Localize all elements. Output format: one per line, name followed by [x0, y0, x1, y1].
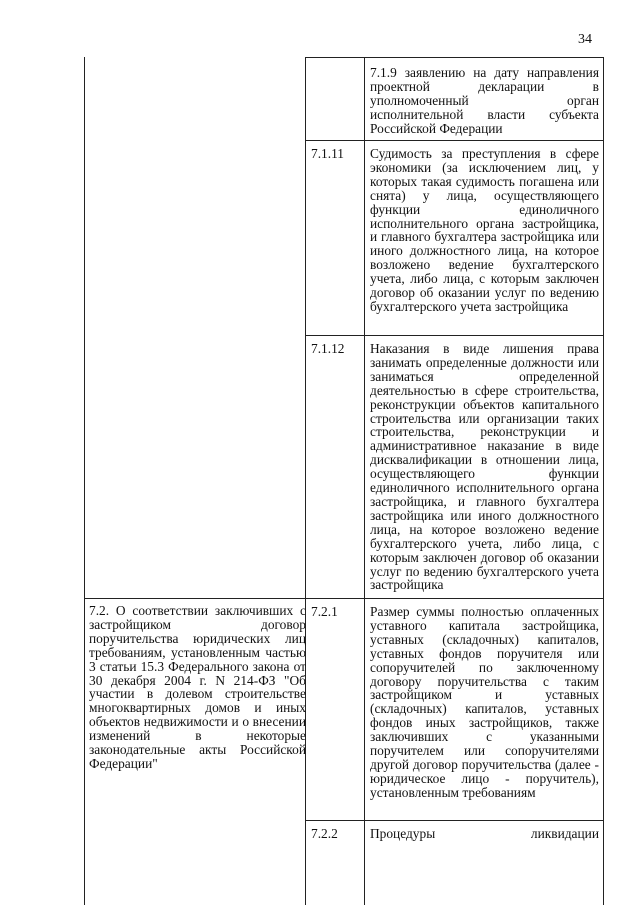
- row-text: Размер суммы полностью оплаченных уставного капитала застройщика, уставных (складочных) капиталов, уставных фондов поручителя или сопоручителей по заключенному договору поручительства с таким застройщиком и уставных (складочных) капиталов, уставных фондов иных застройщиков, также заключивших с указанными поручителем или сопоручителями другой договор поручительства (далее - юридическое лицо - поручитель), установленным требованиям: [370, 604, 599, 800]
- row-number: 7.1.11: [311, 146, 344, 161]
- row-divider: [305, 335, 604, 336]
- row-text: Процедуры ликвидации: [370, 826, 599, 841]
- section-description: 7.2. О соответствии заключивших с застройщиком договор поручительства юридических лиц требованиям, установленным частью 3 статьи 15.3 Федерального закона от 30 декабря 2004 г. N 214-ФЗ "Об участии в долевом строительстве многоквартирных домов и иных объектов недвижимости и о внесении изменений в некоторые законодательные акты Российской Федерации": [89, 603, 306, 771]
- row-number: 7.1.12: [311, 341, 345, 356]
- column-divider: [603, 57, 604, 905]
- row-text: 7.1.9 заявлению на дату направления проектной декларации в уполномоченный орган исполнительной власти субъекта Российской Федерации: [370, 65, 599, 136]
- page-number: 34: [578, 32, 592, 47]
- row-divider: [305, 140, 604, 141]
- row-divider: [305, 57, 604, 58]
- column-divider: [305, 57, 306, 905]
- row-divider: [84, 598, 604, 599]
- row-divider: [305, 820, 604, 821]
- row-text: Наказания в виде лишения права занимать определенные должности или заниматься определенной деятельностью в сфере строительства, реконструкции объектов капитального строительства или организации таких строительства, реконструкции и административное наказание в виде дисквалификации в отношении лица, осуществляющего функции единоличного исполнительного органа застройщика, и главного бухгалтера застройщика или иного должностного лица, на которое возложено ведение бухгалтерского учета, либо лица, с которым заключен договор об оказании услуг по ведению бухгалтерского учета застройщика: [370, 341, 599, 593]
- row-text: Судимость за преступления в сфере экономики (за исключением лиц, у которых такая судимость погашена или снята) у лица, осуществляющего функции единоличного исполнительного органа застройщика, и главного бухгалтера застройщика или иного должностного лица, на которое возложено ведение бухгалтерского учета, либо лица, с которым заключен договор об оказании услуг по ведению бухгалтерского учета застройщика: [370, 146, 599, 314]
- row-number: 7.2.1: [311, 604, 338, 619]
- row-number: 7.2.2: [311, 826, 338, 841]
- column-divider: [364, 57, 365, 905]
